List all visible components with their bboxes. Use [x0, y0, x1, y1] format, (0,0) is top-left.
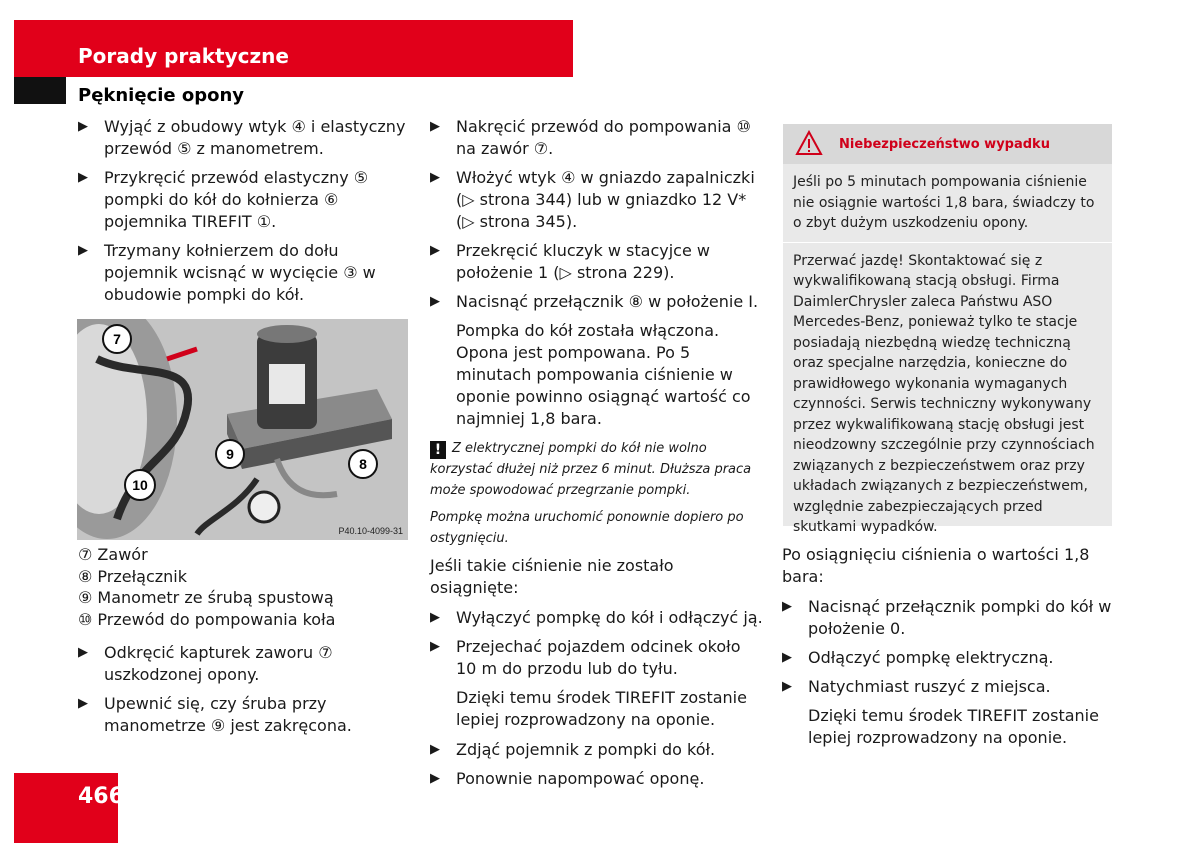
step-item — [430, 240, 765, 284]
step-item — [430, 636, 765, 680]
arrow-icon: ▶ — [430, 119, 440, 134]
page-number: 466 — [78, 784, 124, 809]
step-item — [78, 240, 408, 306]
step-text: Przejechać pojazdem odcinek około 10 m do przodu lub do tyłu. — [456, 637, 741, 678]
step-text: Odłączyć pompkę elektryczną. — [808, 648, 1054, 667]
danger-divider — [783, 242, 1112, 243]
step-item — [78, 116, 408, 160]
arrow-icon: ▶ — [782, 679, 792, 694]
arrow-icon: ▶ — [782, 650, 792, 665]
step-text: Nakręcić przewód do pompowania ⑩ na zawór ⑦. — [456, 117, 751, 158]
arrow-icon: ▶ — [78, 645, 88, 660]
step-text: Trzymany kołnierzem do dołu pojemnik wcisnąć w wycięcie ③ w obudowie pompki do kół. — [104, 241, 376, 304]
step-text: Przykręcić przewód elastyczny ⑤ pompki do kół do kołnierza ⑥ pojemnika TIREFIT ①. — [104, 168, 369, 231]
callout-8-label: 8 — [359, 456, 367, 472]
step-item — [430, 167, 765, 233]
figure-legend — [78, 544, 408, 630]
callout-9-label: 9 — [226, 446, 234, 462]
legend-item: ⑨ Manometr ze śrubą spustową — [78, 588, 334, 607]
legend-item: ⑦ Zawór — [78, 545, 148, 564]
danger-box — [783, 124, 1112, 535]
column-2 — [430, 116, 765, 797]
step-text: Ponownie napompować oponę. — [456, 769, 705, 788]
section-title: Porady praktyczne — [78, 44, 289, 68]
step-item — [78, 642, 408, 686]
exclamation-icon: ! — [430, 441, 446, 459]
step-text: Natychmiast ruszyć z miejsca. — [808, 677, 1051, 696]
column-1-lower — [78, 544, 408, 744]
step-text: Nacisnąć przełącznik ⑧ w położenie I. — [456, 292, 759, 311]
arrow-icon: ▶ — [430, 771, 440, 786]
step-note: Pompka do kół została włączona. Opona jest pompowana. Po 5 minutach pompowania ciśnienie w oponie powinno osiągnąć wartość co najmniej 1,8 bara. — [456, 321, 751, 428]
arrow-icon: ▶ — [78, 696, 88, 711]
arrow-icon: ▶ — [782, 599, 792, 614]
danger-header — [783, 124, 1112, 164]
column-1 — [78, 116, 408, 313]
arrow-icon: ▶ — [430, 610, 440, 625]
arrow-icon: ▶ — [430, 243, 440, 258]
compressor-drawing — [77, 319, 408, 540]
page-subtitle: Pęknięcie opony — [78, 85, 245, 106]
step-item — [430, 607, 765, 629]
arrow-icon: ▶ — [430, 294, 440, 309]
step-note: Dzięki temu środek TIREFIT zostanie lepiej rozprowadzony na oponie. — [456, 688, 747, 729]
step-text: Przekręcić kluczyk w stacyjce w położenie 1 (▷ strona 229). — [456, 241, 710, 282]
step-item — [430, 768, 765, 790]
danger-paragraph: Przerwać jazdę! Skontaktować się z wykwalifikowaną stacją obsługi. Firma DaimlerChrysler zaleca Państwu ASO Mercedes-Benz, ponieważ tylko te stacje posiadają niezbędną wiedzę techniczną oraz specjalne narzędzia, konieczne do prawidłowego wykonania wymaganych czynności. Serwis techniczny wykonywany przez wykwalifikowaną stację obsługi jest nieodzowny szczególnie przy czynnościach związanych z bezpieczeństwem oraz przy układach związanych z bezpieczeństwem, względnie zabezpieczających przed skutkami wypadków. — [793, 252, 1095, 535]
figure-code: P40.10-4099-31 — [338, 526, 403, 536]
warning-note — [430, 438, 765, 501]
callout-10-label: 10 — [132, 477, 148, 493]
warning-note-2: Pompkę można uruchomić ponownie dopiero po ostygnięciu. — [430, 510, 744, 546]
warning-text: Z elektrycznej pompki do kół nie wolno korzystać dłużej niż przez 6 minut. Dłuższa praca może spowodować przegrzanie pompki. — [430, 441, 752, 498]
arrow-icon: ▶ — [430, 639, 440, 654]
step-text: Odkręcić kapturek zaworu ⑦ uszkodzonej opony. — [104, 643, 333, 684]
step-text: Nacisnąć przełącznik pompki do kół w położenie 0. — [808, 597, 1112, 638]
step-text: Włożyć wtyk ④ w gniazdo zapalniczki (▷ strona 344) lub w gniazdko 12 V* (▷ strona 345). — [456, 168, 755, 231]
arrow-icon: ▶ — [78, 243, 88, 258]
condition-intro: Jeśli takie ciśnienie nie zostało osiągnięte: — [430, 556, 674, 597]
condition-intro: Po osiągnięciu ciśnienia o wartości 1,8 bara: — [782, 545, 1090, 586]
column-3 — [782, 544, 1112, 757]
step-item — [78, 167, 408, 233]
step-item — [782, 596, 1112, 640]
step-item — [430, 291, 765, 313]
step-note: Dzięki temu środek TIREFIT zostanie lepiej rozprowadzony na oponie. — [808, 706, 1099, 747]
step-item — [782, 676, 1112, 698]
callout-7-label: 7 — [113, 331, 121, 347]
arrow-icon: ▶ — [78, 170, 88, 185]
legend-item: ⑩ Przewód do pompowania koła — [78, 609, 336, 629]
step-item — [78, 693, 408, 737]
step-text: Upewnić się, czy śruba przy manometrze ⑨ jest zakręcona. — [104, 694, 352, 735]
danger-paragraph: Jeśli po 5 minutach pompowania ciśnienie nie osiągnie wartości 1,8 bara, świadczy to o zbyt dużym uszkodzeniu opony. — [793, 174, 1095, 231]
compressor-illustration — [77, 319, 408, 540]
danger-body — [783, 164, 1112, 538]
step-text: Wyłączyć pompkę do kół i odłączyć ją. — [456, 608, 763, 627]
arrow-icon: ▶ — [430, 742, 440, 757]
danger-title: Niebezpieczeństwo wypadku — [839, 137, 1050, 152]
step-item — [430, 739, 765, 761]
step-text: Zdjąć pojemnik z pompki do kół. — [456, 740, 716, 759]
warning-triangle-icon — [795, 130, 823, 156]
step-text: Wyjąć z obudowy wtyk ④ i elastyczny przewód ⑤ z manometrem. — [104, 117, 406, 158]
arrow-icon: ▶ — [78, 119, 88, 134]
legend-item: ⑧ Przełącznik — [78, 566, 188, 586]
arrow-icon: ▶ — [430, 170, 440, 185]
step-item — [430, 116, 765, 160]
section-marker — [14, 77, 66, 104]
step-item — [782, 647, 1112, 669]
